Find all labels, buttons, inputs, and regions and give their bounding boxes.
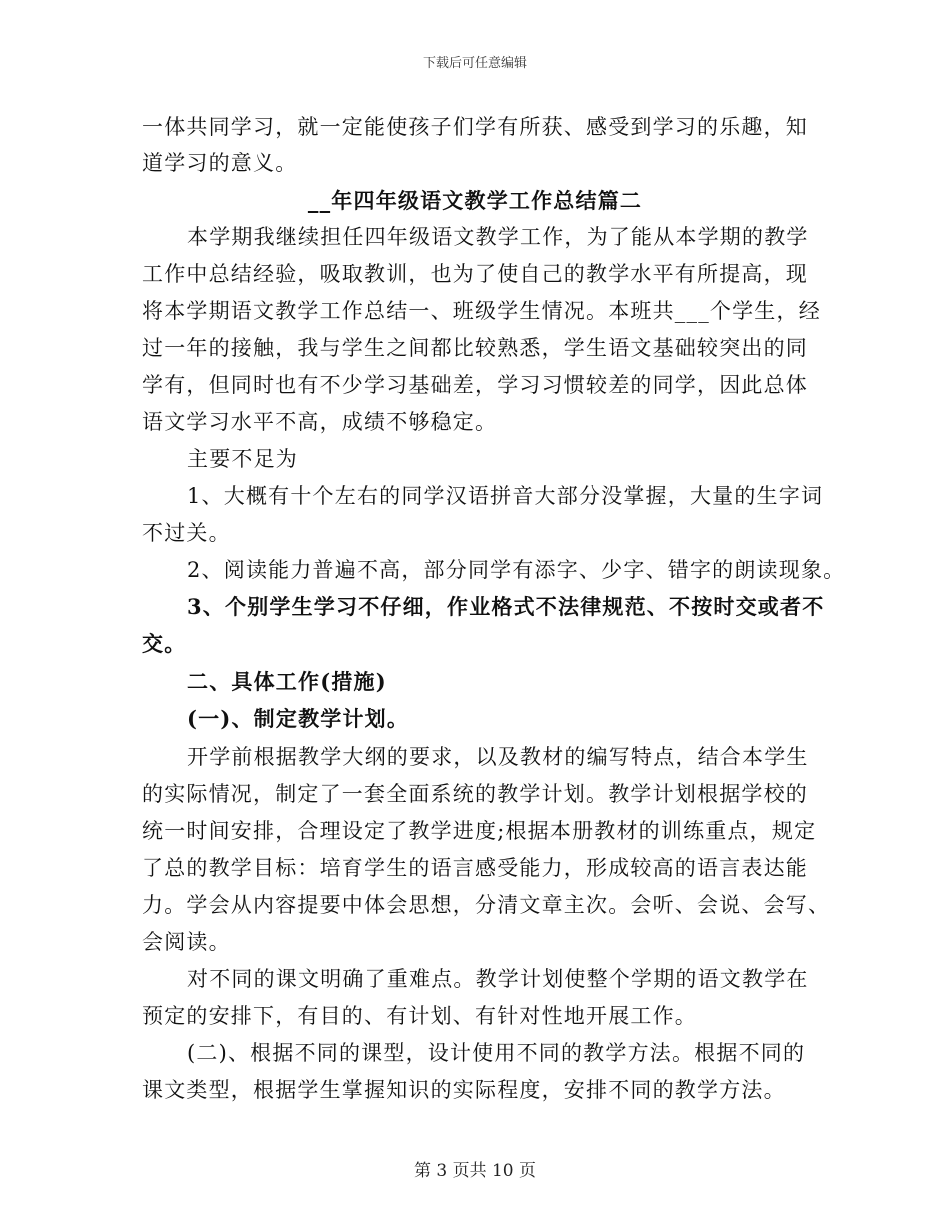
page-footer: 第 3 页共 10 页: [413, 1161, 537, 1181]
body-line: (二)、根据不同的课型，设计使用不同的教学方法。根据不同的: [187, 1041, 806, 1065]
body-line: 过一年的接触，我与学生之间都比较熟悉，学生语文基础较突出的同: [142, 336, 808, 360]
body-line: 2、阅读能力普遍不高，部分同学有添字、少字、错字的朗读现象。: [187, 558, 846, 582]
section-title: __年四年级语文教学工作总结篇二: [307, 188, 643, 213]
body-line: 对不同的课文明确了重难点。教学计划使整个学期的语文教学在: [187, 967, 809, 991]
body-line: 统一时间安排，合理设定了教学进度;根据本册教材的训练重点，规定: [142, 819, 817, 843]
body-line: 会阅读。: [142, 930, 231, 954]
body-line: 的实际情况，制定了一套全面系统的教学计划。教学计划根据学校的: [142, 782, 808, 806]
page-header: 下载后可任意编辑: [422, 56, 527, 71]
body-line: 一体共同学习，就一定能使孩子们学有所获、感受到学习的乐趣，知: [142, 115, 808, 139]
body-line: 力。学会从内容提要中体会思想，分清文章主次。会听、会说、会写、: [142, 893, 831, 917]
body-line: 不过关。: [142, 521, 231, 545]
subheading: (一)、制定教学计划。: [187, 706, 410, 731]
body-line: 道学习的意义。: [142, 151, 298, 175]
body-line: 课文类型，根据学生掌握知识的实际程度，安排不同的教学方法。: [142, 1078, 786, 1102]
subheading: 二、具体工作(措施): [187, 669, 387, 694]
body-line: 主要不足为: [187, 447, 298, 471]
body-line: 本学期我继续担任四年级语文教学工作，为了能从本学期的教学: [187, 225, 809, 249]
body-line: 1、大概有十个左右的同学汉语拼音大部分没掌握，大量的生字词: [187, 484, 824, 508]
body-line-bold: 3、个别学生学习不仔细，作业格式不法律规范、不按时交或者不: [187, 594, 825, 619]
body-line: 预定的安排下，有目的、有计划、有针对性地开展工作。: [142, 1004, 697, 1028]
body-line: 了总的教学目标：培育学生的语言感受能力，形成较高的语言表达能: [142, 856, 808, 880]
body-line: 开学前根据教学大纲的要求，以及教材的编写特点，结合本学生: [187, 745, 809, 769]
body-line: 学有，但同时也有不少学习基础差，学习习惯较差的同学，因此总体: [142, 373, 808, 397]
body-line: 工作中总结经验，吸取教训，也为了使自己的教学水平有所提高，现: [142, 262, 808, 286]
body-line-bold: 交。: [142, 631, 187, 656]
body-line: 将本学期语文教学工作总结一、班级学生情况。本班共___个学生，经: [142, 299, 821, 323]
body-line: 语文学习水平不高，成绩不够稳定。: [142, 410, 498, 434]
